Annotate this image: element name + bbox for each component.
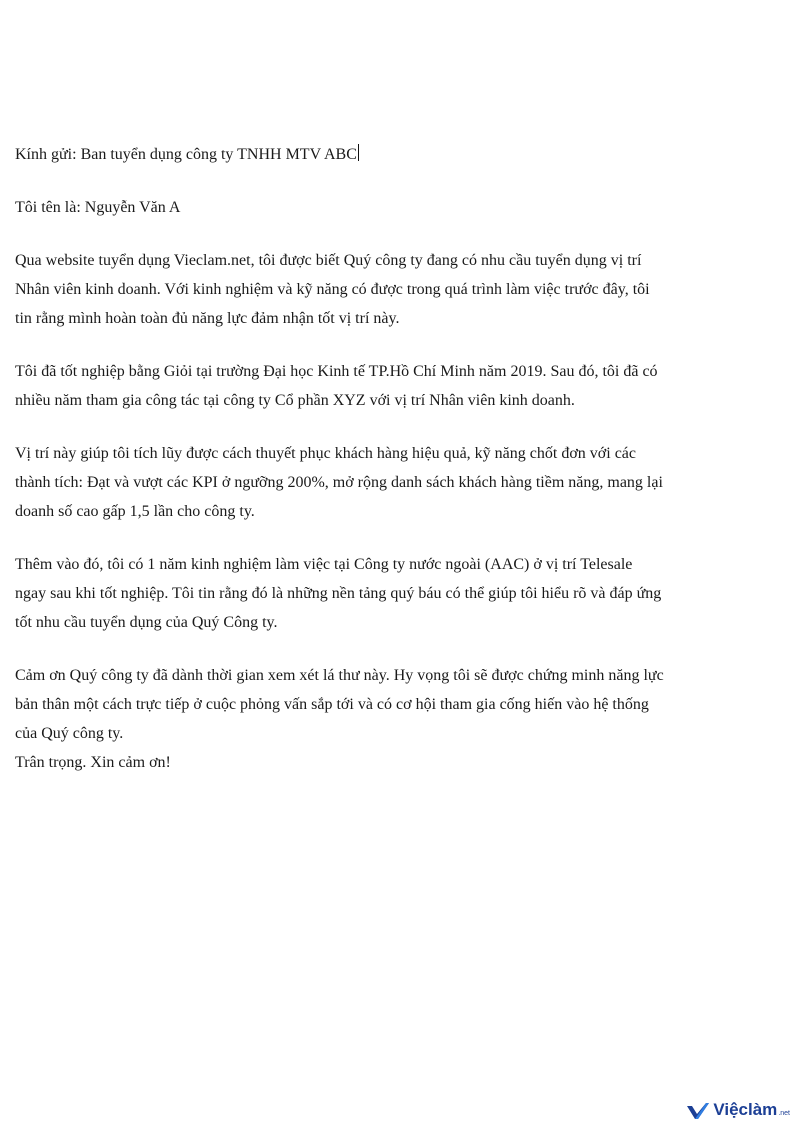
paragraph-1-line: Qua website tuyển dụng Vieclam.net, tôi được biết Quý công ty đang có nhu cầu tuyển dụng vị trí (15, 252, 642, 269)
paragraph-5-line: bản thân một cách trực tiếp ở cuộc phỏng vấn sắp tới và có cơ hội tham gia cống hiến vào hệ thống (15, 696, 649, 713)
paragraph-5-line: Cảm ơn Quý công ty đã dành thời gian xem xét lá thư này. Hy vọng tôi sẽ được chứng minh năng lực (15, 667, 664, 684)
paragraph-5 (15, 661, 785, 748)
letter-body (15, 140, 785, 801)
check-mark-icon (686, 1102, 710, 1120)
paragraph-4-line: Thêm vào đó, tôi có 1 năm kinh nghiệm làm việc tại Công ty nước ngoài (AAC) ở vị trí Telesale (15, 556, 633, 573)
paragraph-1 (15, 246, 785, 333)
vieclam-logo (686, 1098, 790, 1120)
paragraph-3 (15, 439, 785, 526)
paragraph-4 (15, 550, 785, 637)
paragraph-1-line: Nhân viên kinh doanh. Với kinh nghiệm và kỹ năng có được trong quá trình làm việc trước đây, tôi (15, 281, 650, 298)
paragraph-3-line: thành tích: Đạt và vượt các KPI ở ngưỡng 200%, mở rộng danh sách khách hàng tiềm năng, mang lại (15, 474, 663, 491)
intro-line: Tôi tên là: Nguyễn Văn A (15, 199, 181, 216)
paragraph-2-line: Tôi đã tốt nghiệp bằng Giỏi tại trường Đại học Kinh tế TP.Hồ Chí Minh năm 2019. Sau đó, tôi đã có (15, 363, 658, 380)
closing-line: Trân trọng. Xin cảm ơn! (15, 754, 171, 771)
paragraph-3-line: Vị trí này giúp tôi tích lũy được cách thuyết phục khách hàng hiệu quả, kỹ năng chốt đơn với các (15, 445, 636, 462)
logo-name: Việclàm (713, 1100, 778, 1119)
paragraph-4-line: tốt nhu cầu tuyển dụng của Quý Công ty. (15, 614, 278, 631)
greeting-text: Kính gửi: Ban tuyển dụng công ty TNHH MTV ABC (15, 146, 357, 163)
logo-suffix: .net (778, 1110, 790, 1117)
paragraph-1-line: tin rằng mình hoàn toàn đủ năng lực đảm nhận tốt vị trí này. (15, 310, 400, 327)
paragraph-5-line: của Quý công ty. (15, 725, 124, 742)
greeting (15, 140, 785, 169)
text-cursor (358, 144, 359, 161)
paragraph-3-line: doanh số cao gấp 1,5 lần cho công ty. (15, 503, 255, 520)
paragraph-2 (15, 357, 785, 415)
paragraph-2-line: nhiều năm tham gia công tác tại công ty Cổ phần XYZ với vị trí Nhân viên kinh doanh. (15, 392, 575, 409)
paragraph-4-line: ngay sau khi tốt nghiệp. Tôi tin rằng đó là những nền tảng quý báu có thể giúp tôi hiểu rõ và đáp ứng (15, 585, 662, 602)
